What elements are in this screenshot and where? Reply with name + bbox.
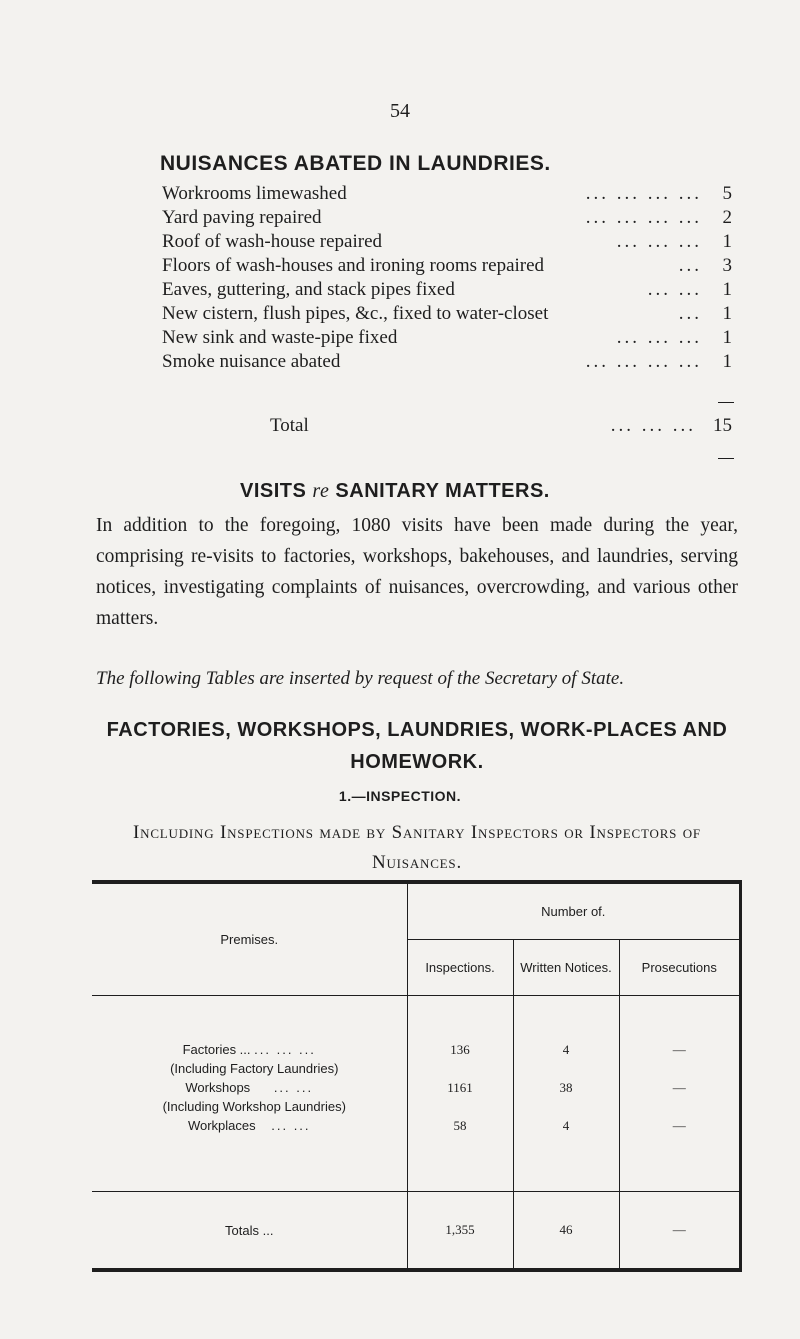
list-item [162,326,732,350]
total-rule-bottom [718,458,734,459]
item-dots: ... ... ... ... [585,351,702,372]
item-value: 3 [722,255,732,276]
item-dots: ... ... ... [616,327,702,348]
visits-heading [240,480,550,503]
premises-cell [92,996,407,1192]
list-item [162,206,732,230]
list-item [162,230,732,254]
item-label: New cistern, flush pipes, &c., fixed to water-closet [162,303,549,324]
item-value: 1 [722,303,732,324]
table-row: Workplaces ... ... [187,1118,311,1133]
total-row [162,414,732,438]
visits-paragraph: In addition to the foregoing, 1080 visits have been made during the year, comprising re-visits to factories, workshops, bakehouses, and laundries, serving notices, investigating complaints of nuisances, overcrowding, and various other matters. [96,515,738,629]
totals-prosecutions: — [619,1192,740,1269]
total-value: 15 [713,415,732,436]
laundries-heading: NUISANCES ABATED IN LAUNDRIES. [160,152,551,175]
item-value: 5 [722,183,732,204]
prosecutions-column: — — — [619,996,740,1192]
list-item [162,350,732,374]
prosecutions-header: Prosecutions [619,940,740,996]
premises-header: Premises. [92,884,407,996]
inspection-table [92,880,742,1272]
notices-column: 4 38 4 [513,996,619,1192]
visits-heading-pre: VISITS [240,480,307,502]
totals-notices: 46 [513,1192,619,1269]
item-label: Smoke nuisance abated [162,351,341,372]
total-dots: ... ... ... [610,415,696,436]
written-notices-header: Written Notices. [513,940,619,996]
item-dots: ... [678,255,702,276]
table-row: (Including Factory Laundries) [170,1061,339,1076]
list-item [162,302,732,326]
table-row: Workshops ... ... [185,1080,314,1095]
section-heading: FACTORIES, WORKSHOPS, LAUNDRIES, WORK-PLACES AND HOMEWORK. [106,719,728,773]
inspections-column: 136 1161 58 [407,996,513,1192]
totals-inspections: 1,355 [407,1192,513,1269]
table-row: Factories ... ... ... ... [182,1042,316,1057]
page-number: 54 [390,100,410,122]
item-label: Eaves, guttering, and stack pipes fixed [162,279,455,300]
section-subtitle: Including Inspections made by Sanitary Inspectors or Inspectors of Nuisances. [133,822,701,873]
total-label: Total [270,415,309,436]
inspections-header: Inspections. [407,940,513,996]
item-dots: ... ... ... [616,231,702,252]
item-value: 1 [722,351,732,372]
tables-note: The following Tables are inserted by request of the Secretary of State. [96,668,625,689]
list-item [162,254,732,278]
item-dots: ... ... ... ... [585,183,702,204]
totals-label: Totals ... [92,1192,407,1269]
item-dots: ... ... [647,279,702,300]
visits-heading-re: re [312,480,330,502]
list-item [162,278,732,302]
item-label: New sink and waste-pipe fixed [162,327,398,348]
item-value: 1 [722,327,732,348]
item-label: Floors of wash-houses and ironing rooms repaired [162,255,545,276]
item-dots: ... [678,303,702,324]
table-row: (Including Workshop Laundries) [162,1099,346,1114]
item-label: Roof of wash-house repaired [162,231,383,252]
item-label: Yard paving repaired [162,207,322,228]
laundries-list [162,182,732,374]
section-subheading: 1.—INSPECTION. [338,788,462,804]
visits-heading-post: SANITARY MATTERS. [335,480,550,502]
item-value: 1 [722,279,732,300]
item-value: 2 [722,207,732,228]
total-rule-top [718,402,734,403]
list-item [162,182,732,206]
item-dots: ... ... ... ... [585,207,702,228]
item-value: 1 [722,231,732,252]
number-of-header: Number of. [407,884,740,940]
item-label: Workrooms limewashed [162,183,347,204]
